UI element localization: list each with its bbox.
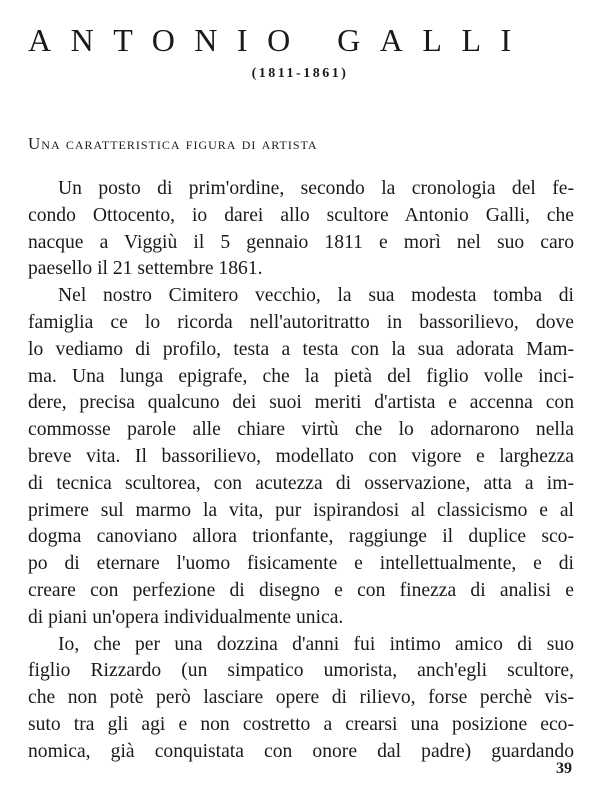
text-line: primere sul marmo la vita, pur ispirandosi al classicismo e al <box>28 499 574 521</box>
text-line: po di eternare l'uomo fisicamente e intellettualmente, e di <box>28 553 574 575</box>
text-line: di tecnica scultorea, con acutezza di osservazione, atta a im- <box>28 472 574 494</box>
text-line: figlio Rizzardo (un simpatico umorista, anch'egli scultore, <box>28 660 574 682</box>
text-line: commosse parole alle chiare virtù che lo adornarono nella <box>28 419 574 441</box>
text-line: famiglia ce lo ricorda nell'autoritratto in bassorilievo, dove <box>28 311 574 333</box>
text-line: creare con perfezione di disegno e con finezza di analisi e <box>28 579 574 601</box>
section-heading: Una caratteristica figura di artista <box>28 134 318 153</box>
text-line: Un posto di prim'ordine, secondo la cronologia del fe- <box>58 178 574 199</box>
text-line: suto tra gli agi e non costretto a crearsi una posizione eco- <box>28 713 574 735</box>
text-line: Io, che per una dozzina d'anni fui intimo amico di suo <box>58 633 574 655</box>
text-line: dogma canoviano allora trionfante, raggiunge il duplice sco- <box>28 526 574 548</box>
text-line: nomica, già conquistata con onore dal padre) guardando <box>28 740 574 762</box>
life-dates: (1811-1861) <box>251 66 349 81</box>
page-title: ANTONIO GALLI <box>28 22 531 58</box>
body-text <box>28 176 574 766</box>
text-line: dere, precisa qualcuno dei suoi meriti d'artista e accenna con <box>28 392 574 414</box>
text-line: ma. Una lunga epigrafe, che la pietà del figlio volle inci- <box>28 365 574 387</box>
page-number: 39 <box>556 760 572 777</box>
text-line: nacque a Viggiù il 5 gennaio 1811 e morì nel suo caro <box>28 231 574 253</box>
text-line: lo vediamo di profilo, testa a testa con la sua adorata Mam- <box>28 338 574 360</box>
text-line: paesello il 21 settembre 1861. <box>28 258 263 280</box>
text-line: che non potè però lasciare opere di rilievo, forse perchè vis- <box>28 687 574 709</box>
text-line: condo Ottocento, io darei allo scultore Antonio Galli, che <box>28 204 574 226</box>
text-line: di piani un'opera individualmente unica. <box>28 606 344 628</box>
text-line: Nel nostro Cimitero vecchio, la sua modesta tomba di <box>58 285 574 307</box>
text-line: breve vita. Il bassorilievo, modellato con vigore e larghezza <box>28 445 574 467</box>
